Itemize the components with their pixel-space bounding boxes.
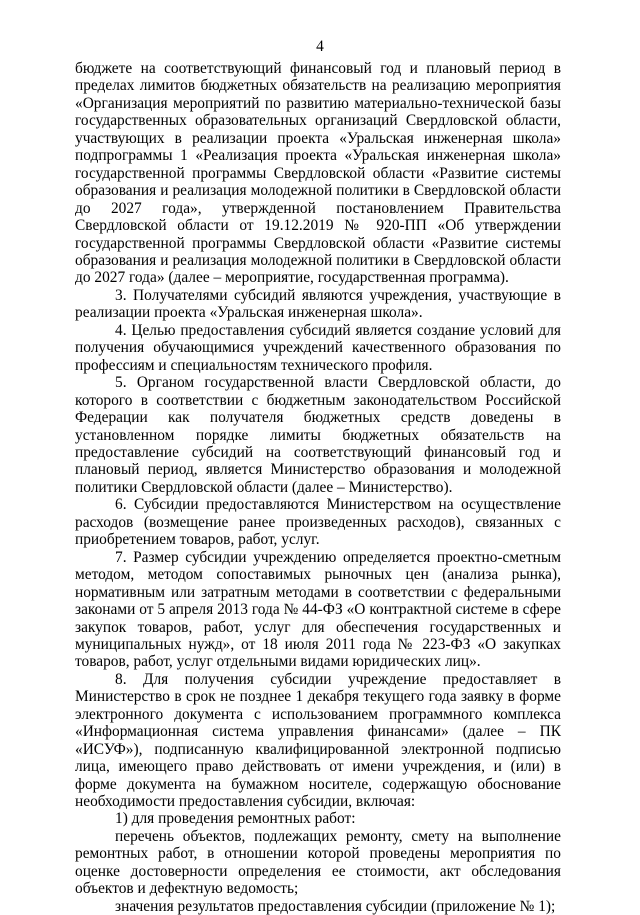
paragraph-item-7: 7. Размер субсидии учреждению определяется проектно-сметным методом, методом сопоставимых рыночных цен (анализа рынка), нормативным или затратным методами в соответствии с федеральными законами от 5 апреля 2013 года № 44-ФЗ «О контрактной системе в сфере закупок товаров, работ, услуг для обеспечения государственных и муниципальных нужд», от 18 июля 2011 года № 223-ФЗ «О закупках товаров, работ, услуг отдельными видами юридических лиц». <box>75 548 561 671</box>
paragraph-item-5: 5. Органом государственной власти Свердловской области, до которого в соответствии с бюджетным законодательством Российской Федерации как получателя бюджетных средств доведены в установленном порядке лимиты бюджетных обязательств на предоставление субсидий на соответствующий финансовый год и плановый период, является Министерство образования и молодежной политики Свердловской области (далее – Министерство). <box>75 374 561 496</box>
list-item-repair-objects: перечень объектов, подлежащих ремонту, смету на выполнение ремонтных работ, в отношении которой проведены мероприятия по оценке достоверности определения ее стоимости, акт обследования объектов и дефектную ведомость; <box>75 827 561 898</box>
page-number: 4 <box>316 38 324 55</box>
document-body <box>75 60 561 915</box>
paragraph-item-6: 6. Субсидии предоставляются Министерством на осуществление расходов (возмещение ранее произведенных расходов), связанных с приобретением товаров, работ, услуг. <box>75 496 561 549</box>
paragraph-item-3: 3. Получателями субсидий являются учреждения, участвующие в реализации проекта «Уральская инженерная школа». <box>75 286 561 322</box>
paragraph-item-8: 8. Для получения субсидии учреждение предоставляет в Министерство в срок не позднее 1 декабря текущего года заявку в форме электронного документа с использованием программного комплекса «Информационная система управления финансами» (далее – ПК «ИСУФ»), подписанную квалифицированной электронной подписью лица, имеющего право действовать от имени учреждения, и (или) в форме документа на бумажном носителе, содержащую обоснование необходимости предоставления субсидии, включая: <box>75 670 561 811</box>
paragraph-item-4: 4. Целью предоставления субсидий является создание условий для получения обучающимися учреждений качественного образования по профессиям и специальностям технического профиля. <box>75 321 561 374</box>
subitem-repair-works: 1) для проведения ремонтных работ: <box>115 810 356 828</box>
list-item-result-values: значения результатов предоставления субсидии (приложение № 1); <box>115 897 556 915</box>
paragraph-continuation: бюджете на соответствующий финансовый год и плановый период в пределах лимитов бюджетных обязательств на реализацию мероприятия «Организация мероприятий по развитию материально-технической базы государственных образовательных организаций Свердловской области, участвующих в реализации проекта «Уральская инженерная школа» подпрограммы 1 «Реализация проекта «Уральская инженерная школа» государственной программы Свердловской области «Развитие системы образования и реализация молодежной политики в Свердловской области до 2027 года», утвержденной постановлением Правительства Свердловской области от 19.12.2019 № 920-ПП «Об утверждении государственной программы Свердловской области «Развитие системы образования и реализация молодежной политики в Свердловской области до 2027 года» (далее – мероприятие, государственная программа). <box>75 60 561 287</box>
